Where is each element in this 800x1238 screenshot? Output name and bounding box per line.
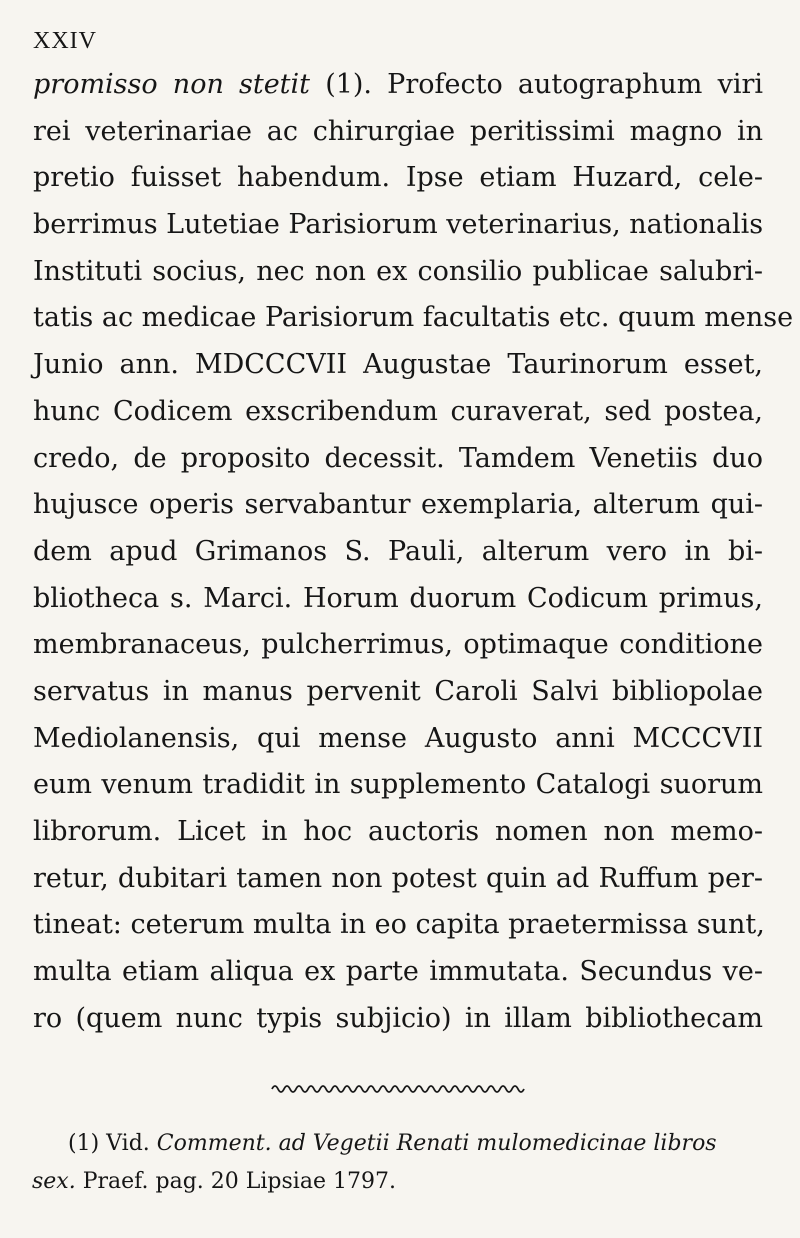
wavy-rule-icon	[270, 1081, 530, 1095]
footnote-reference: Praef. pag. 20 Lipsiae 1797.	[75, 1169, 396, 1194]
text-line	[33, 762, 763, 809]
line-text: bliotheca s. Marci. Horum duorum Codicum primus,	[33, 582, 763, 614]
ornamental-rule	[0, 1080, 800, 1099]
text-line	[33, 342, 763, 389]
line-text: tatis ac medicae Parisiorum facultatis etc. quum mense	[33, 302, 794, 334]
text-line	[33, 436, 763, 483]
line-text: ro (quem nunc typis subjicio) in illam bibliothecam	[33, 1002, 763, 1034]
line-text: Instituti socius, nec non ex consilio publicae salubri-	[33, 255, 763, 287]
footnote-citation: Comment. ad Vegetii Renati mulomedicinae libros	[156, 1131, 717, 1156]
footnote-citation-cont: sex.	[32, 1169, 76, 1194]
line-text: pretio fuisset habendum. Ipse etiam Huzard, cele-	[33, 162, 763, 194]
text-line	[33, 902, 763, 949]
line-text: Mediolanensis, qui mense Augusto anni MCCCVII	[33, 722, 763, 754]
footnote-line-2	[32, 1163, 768, 1201]
page-number: XXIV	[33, 28, 97, 54]
text-line	[33, 109, 763, 156]
line-text: dem apud Grimanos S. Pauli, alterum vero in bi-	[33, 535, 763, 567]
line-text: hujusce operis servabantur exemplaria, alterum qui-	[33, 489, 763, 521]
line-text: retur, dubitari tamen non potest quin ad Ruffum per-	[33, 862, 763, 894]
body-text	[33, 62, 794, 1042]
italic-text: promisso non stetit	[33, 69, 311, 100]
line-text: hunc Codicem exscribendum curaverat, sed postea,	[33, 395, 763, 427]
text-line	[33, 155, 763, 202]
text-line	[33, 249, 763, 296]
line-text: rei veterinariae ac chirurgiae peritissimi magno in	[33, 115, 763, 147]
line-text: servatus in manus pervenit Caroli Salvi bibliopolae	[33, 675, 763, 707]
text-line	[33, 716, 763, 763]
footnote-line-1	[68, 1125, 768, 1163]
line-text: Junio ann. MDCCCVII Augustae Taurinorum esset,	[33, 349, 763, 381]
text-line	[33, 669, 763, 716]
line-text: membranaceus, pulcherrimus, optimaque conditione	[33, 629, 763, 661]
text-line	[33, 389, 763, 436]
footnote	[32, 1125, 768, 1201]
text-line	[33, 202, 763, 249]
line-text: credo, de proposito decessit. Tamdem Venetiis duo	[33, 442, 763, 474]
text-line	[33, 576, 763, 623]
text-line	[33, 529, 763, 576]
line-text: librorum. Licet in hoc auctoris nomen non memo-	[33, 816, 763, 847]
text-line	[33, 949, 763, 996]
footnote-marker: (1) Vid.	[68, 1131, 150, 1156]
line-text: multa etiam aliqua ex parte immutata. Secundus ve-	[33, 956, 763, 988]
text-line	[33, 856, 763, 903]
line-text: eum venum tradidit in supplemento Catalogi suorum	[33, 769, 763, 801]
line-text: berrimus Lutetiae Parisiorum veterinarius, nationalis	[33, 209, 764, 241]
text-line	[33, 622, 763, 669]
text-line	[33, 295, 794, 342]
text-line	[33, 482, 763, 529]
text-line	[33, 62, 763, 109]
line-text: (1). Profecto autographum viri	[310, 69, 763, 100]
line-text: tineat: ceterum multa in eo capita praetermissa sunt,	[33, 909, 765, 941]
text-line	[33, 996, 763, 1043]
text-line	[33, 809, 763, 856]
